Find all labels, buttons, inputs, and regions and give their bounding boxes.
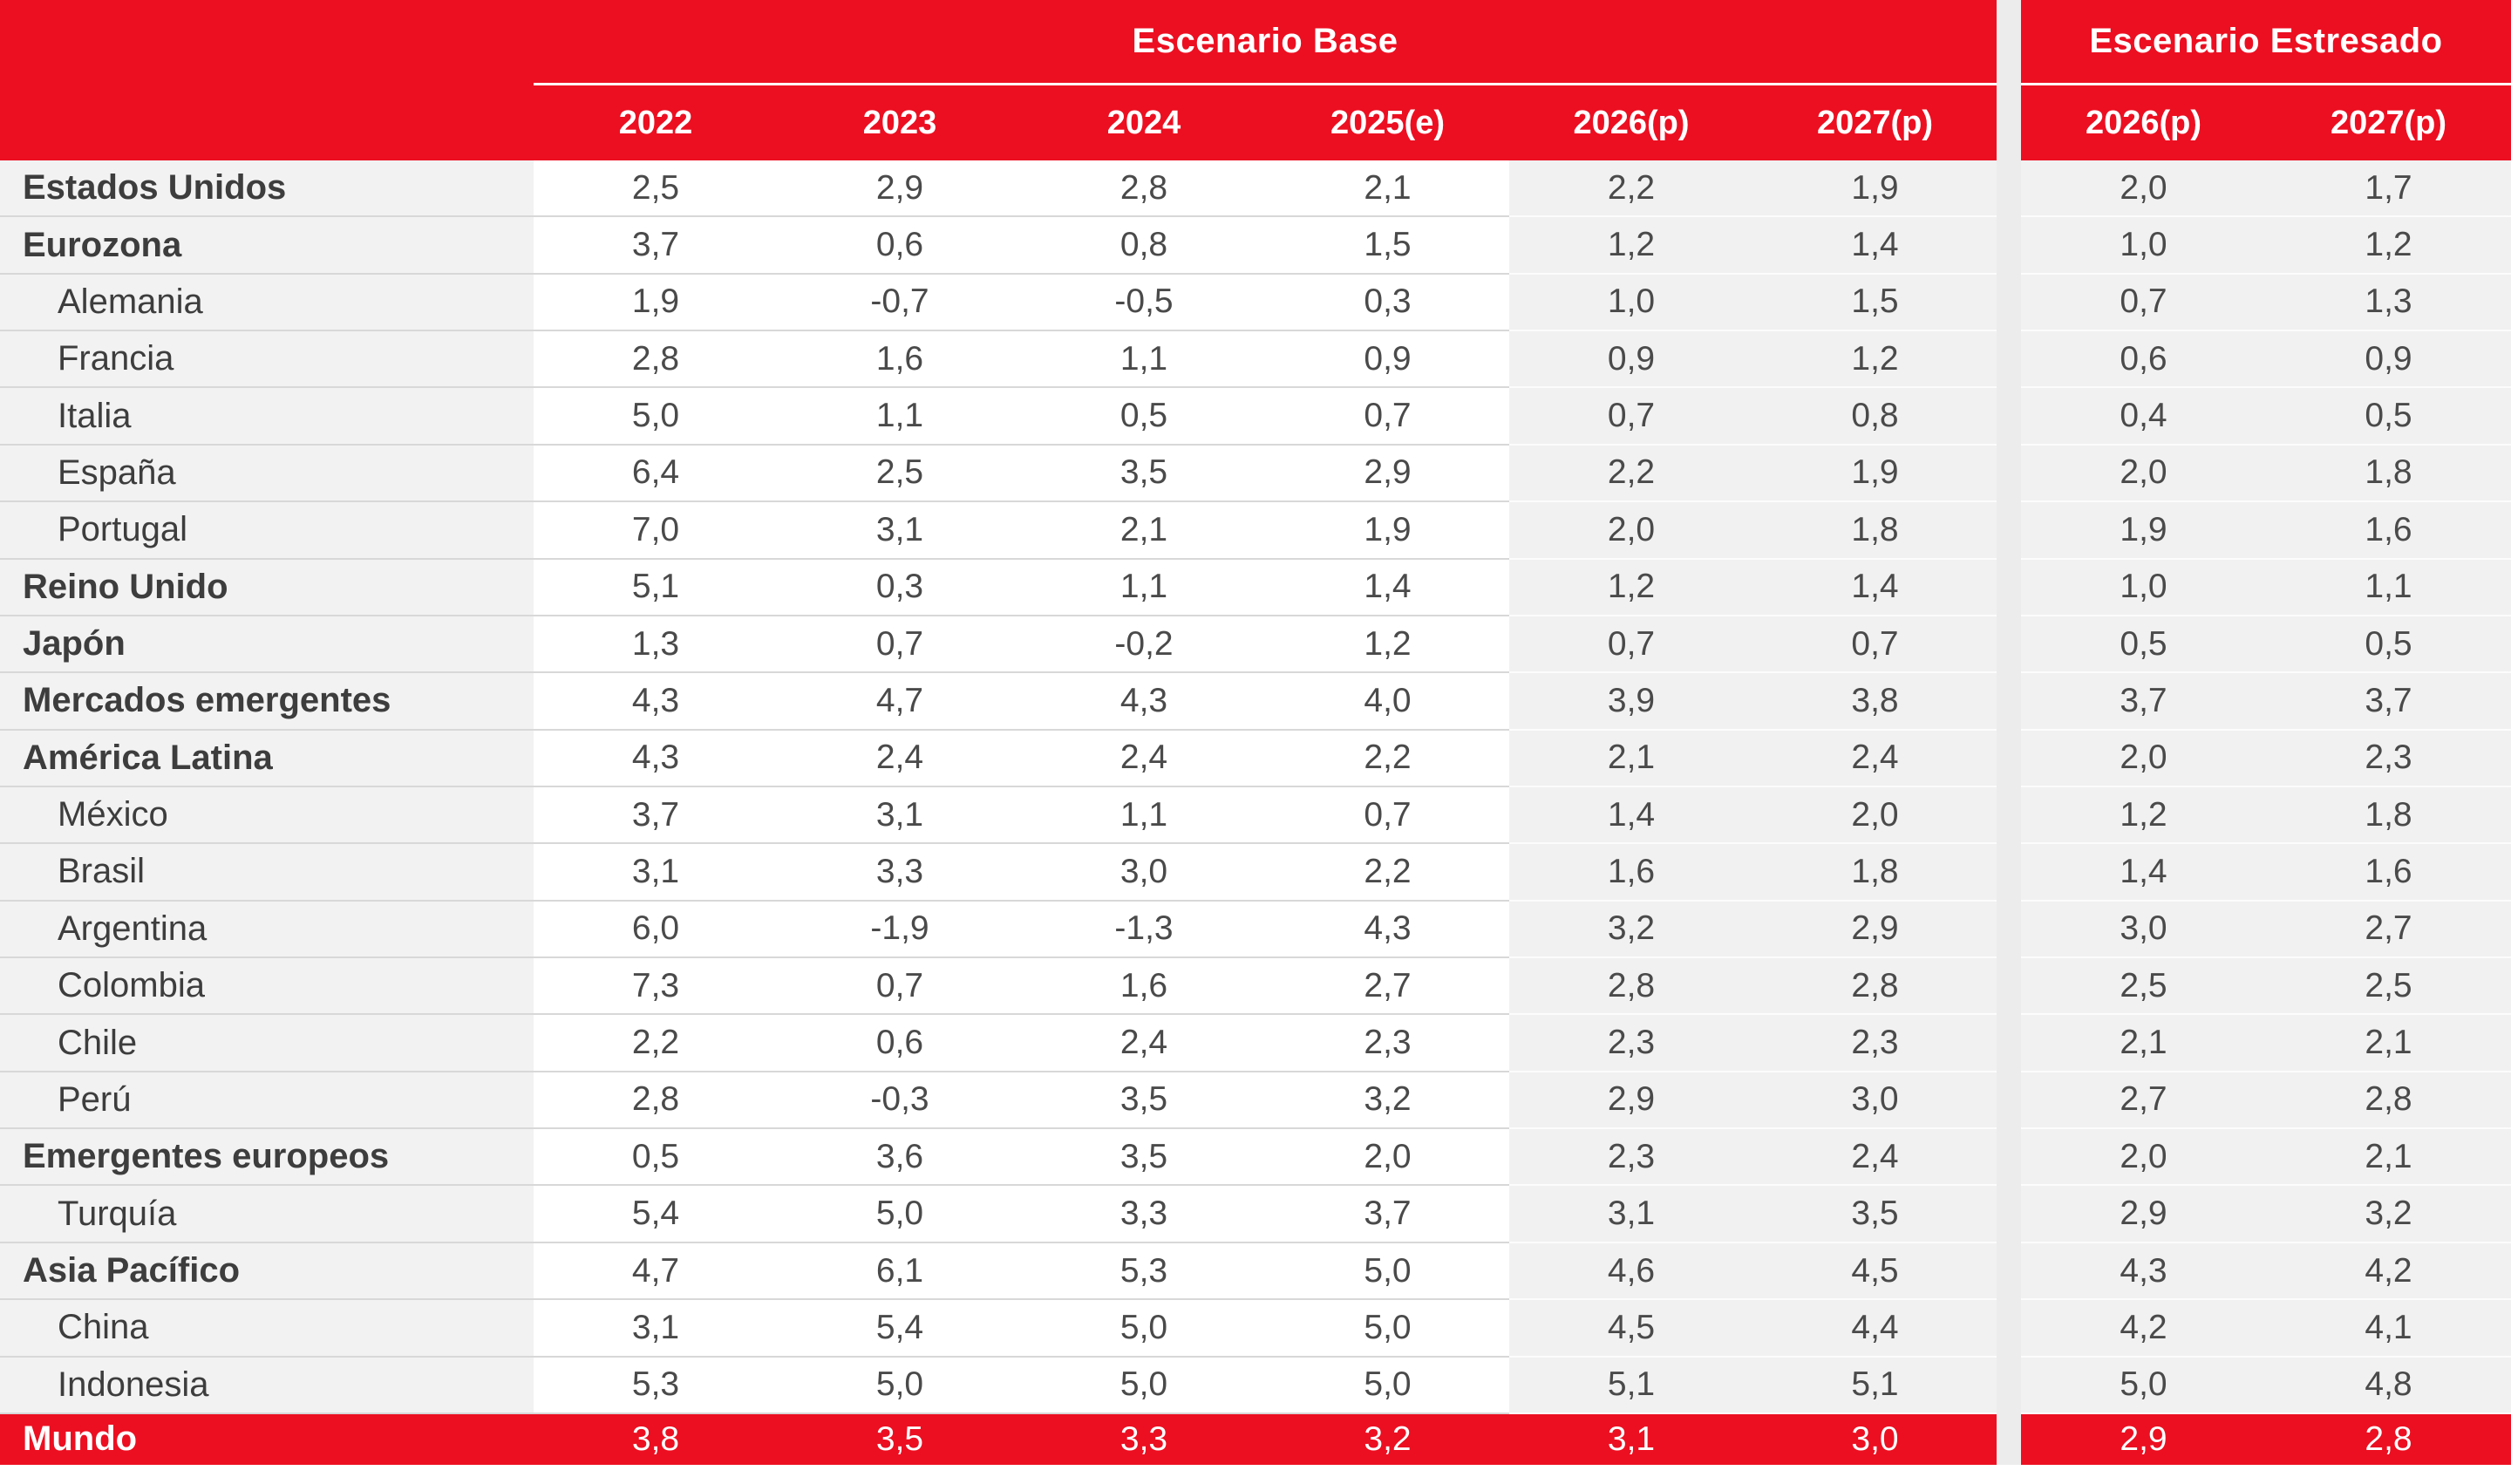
gap-cell	[1997, 1015, 2021, 1072]
base-value-cell: 2,4	[778, 731, 1022, 787]
base-value-cell: 0,7	[1266, 787, 1509, 844]
base-value-cell: 3,1	[534, 844, 778, 901]
base-value-cell: 1,6	[1509, 844, 1753, 901]
year-column-header: 2026(p)	[2085, 104, 2202, 141]
base-value-cell: 1,8	[1753, 844, 1997, 901]
base-value-cell: 4,3	[1266, 902, 1509, 958]
gap-cell	[1997, 446, 2021, 502]
base-value-cell: 0,7	[1266, 388, 1509, 445]
row-label: Argentina	[0, 902, 534, 958]
base-value-cell: 0,7	[1753, 616, 1997, 673]
base-value-cell: 4,3	[1022, 673, 1266, 730]
base-value-cell: 5,0	[1266, 1243, 1509, 1300]
base-value-cell: 0,8	[1022, 217, 1266, 274]
stress-value-cell: 0,9	[2266, 331, 2511, 388]
base-value-cell: 4,4	[1753, 1300, 1997, 1357]
base-value-cell: 2,4	[1022, 731, 1266, 787]
base-value-cell: 2,3	[1266, 1015, 1509, 1072]
gap-cell	[1997, 844, 2021, 901]
table-row	[0, 902, 2511, 958]
gap-cell	[1997, 560, 2021, 616]
row-label: Francia	[0, 331, 534, 388]
stress-value-cell: 2,0	[2021, 160, 2266, 217]
table-row	[0, 787, 2511, 844]
table-row	[0, 1129, 2511, 1186]
stress-value-cell: 1,2	[2021, 787, 2266, 844]
table-row	[0, 1243, 2511, 1300]
base-value-cell: 5,0	[1266, 1300, 1509, 1357]
gap-cell	[1997, 502, 2021, 559]
stress-value-cell: 3,7	[2021, 673, 2266, 730]
row-label: Brasil	[0, 844, 534, 901]
table-row	[0, 616, 2511, 673]
stress-value-cell: 2,7	[2266, 902, 2511, 958]
stress-value-cell: 1,1	[2266, 560, 2511, 616]
base-value-cell: 3,1	[534, 1300, 778, 1357]
base-value-cell: 5,0	[778, 1358, 1022, 1414]
stress-value-cell: 2,3	[2266, 731, 2511, 787]
year-column-header: 2026(p)	[1573, 104, 1690, 141]
stressed-scenario-header	[2021, 0, 2511, 160]
table-row	[0, 560, 2511, 616]
base-scenario-header	[0, 0, 1997, 160]
stress-value-cell: 4,2	[2266, 1243, 2511, 1300]
gap-cell	[1997, 1300, 2021, 1357]
base-value-cell: -1,9	[778, 902, 1022, 958]
base-value-cell: -1,3	[1022, 902, 1266, 958]
gap-cell	[1997, 331, 2021, 388]
base-value-cell: 5,1	[1753, 1358, 1997, 1414]
gap-cell	[1997, 1072, 2021, 1129]
base-value-cell: 1,0	[1509, 275, 1753, 331]
gap-cell	[1997, 1414, 2021, 1465]
base-value-cell: 5,1	[534, 560, 778, 616]
base-value-cell: 2,9	[1753, 902, 1997, 958]
stress-value-cell: 2,8	[2266, 1414, 2511, 1465]
table-row	[0, 275, 2511, 331]
base-value-cell: 1,1	[1022, 787, 1266, 844]
stress-value-cell: 3,0	[2021, 902, 2266, 958]
row-label: Chile	[0, 1015, 534, 1072]
base-value-cell: 3,1	[1509, 1414, 1753, 1465]
base-value-cell: 5,0	[1022, 1300, 1266, 1357]
base-value-cell: 3,8	[1753, 673, 1997, 730]
row-label: Asia Pacífico	[0, 1243, 534, 1300]
base-value-cell: 2,2	[1509, 446, 1753, 502]
stressed-year-row	[2021, 85, 2511, 160]
total-row	[0, 1414, 2511, 1465]
stress-value-cell: 4,2	[2021, 1300, 2266, 1357]
row-label: Indonesia	[0, 1358, 534, 1414]
base-value-cell: 3,7	[534, 217, 778, 274]
base-value-cell: 5,0	[1266, 1358, 1509, 1414]
base-value-cell: 2,9	[778, 160, 1022, 217]
stress-value-cell: 1,9	[2021, 502, 2266, 559]
row-label: China	[0, 1300, 534, 1357]
base-value-cell: 4,7	[534, 1243, 778, 1300]
base-value-cell: 0,6	[778, 1015, 1022, 1072]
stress-value-cell: 0,7	[2021, 275, 2266, 331]
year-column-header: 2025(e)	[1330, 104, 1445, 141]
row-label: América Latina	[0, 731, 534, 787]
gap-cell	[1997, 616, 2021, 673]
base-value-cell: 3,3	[778, 844, 1022, 901]
stress-value-cell: 4,8	[2266, 1358, 2511, 1414]
base-value-cell: 2,2	[534, 1015, 778, 1072]
base-value-cell: 2,0	[1753, 787, 1997, 844]
base-value-cell: 2,5	[778, 446, 1022, 502]
stress-value-cell: 2,5	[2021, 958, 2266, 1015]
base-value-cell: 2,2	[1509, 160, 1753, 217]
stress-value-cell: 3,7	[2266, 673, 2511, 730]
base-value-cell: 1,6	[1022, 958, 1266, 1015]
base-value-cell: 0,7	[1509, 616, 1753, 673]
stress-value-cell: 3,2	[2266, 1186, 2511, 1242]
stress-value-cell: 1,7	[2266, 160, 2511, 217]
base-value-cell: 3,2	[1509, 902, 1753, 958]
base-value-cell: 2,8	[534, 331, 778, 388]
base-value-cell: 4,6	[1509, 1243, 1753, 1300]
year-column-header: 2024	[1106, 104, 1181, 141]
table-row	[0, 160, 2511, 217]
base-value-cell: 1,4	[1753, 560, 1997, 616]
base-year-row	[534, 85, 1997, 160]
stress-value-cell: 0,5	[2266, 616, 2511, 673]
row-label: Colombia	[0, 958, 534, 1015]
base-value-cell: 1,3	[534, 616, 778, 673]
row-label: Mercados emergentes	[0, 673, 534, 730]
stress-value-cell: 2,1	[2266, 1129, 2511, 1186]
base-value-cell: 1,2	[1753, 331, 1997, 388]
base-value-cell: 2,4	[1753, 1129, 1997, 1186]
base-value-cell: 2,8	[1753, 958, 1997, 1015]
stress-value-cell: 1,6	[2266, 502, 2511, 559]
row-label: Turquía	[0, 1186, 534, 1242]
base-value-cell: 2,5	[534, 160, 778, 217]
base-value-cell: 1,9	[1753, 446, 1997, 502]
base-value-cell: 1,9	[1753, 160, 1997, 217]
stress-value-cell: 1,4	[2021, 844, 2266, 901]
base-value-cell: 0,7	[778, 958, 1022, 1015]
base-value-cell: 2,1	[1022, 502, 1266, 559]
gap-cell	[1997, 902, 2021, 958]
table-row	[0, 388, 2511, 445]
row-label: Perú	[0, 1072, 534, 1129]
base-value-cell: 2,9	[1266, 446, 1509, 502]
stress-value-cell: 4,3	[2021, 1243, 2266, 1300]
table-row	[0, 1300, 2511, 1357]
row-label: Eurozona	[0, 217, 534, 274]
base-value-cell: 1,4	[1509, 787, 1753, 844]
base-value-cell: 3,0	[1753, 1072, 1997, 1129]
stress-value-cell: 2,0	[2021, 731, 2266, 787]
base-value-cell: 2,2	[1266, 731, 1509, 787]
base-value-cell: 1,9	[534, 275, 778, 331]
stress-value-cell: 0,5	[2021, 616, 2266, 673]
base-value-cell: 5,3	[534, 1358, 778, 1414]
base-value-cell: 2,7	[1266, 958, 1509, 1015]
base-value-cell: 3,5	[1022, 1129, 1266, 1186]
base-value-cell: -0,7	[778, 275, 1022, 331]
base-value-cell: 3,2	[1266, 1414, 1509, 1465]
base-value-cell: 3,8	[534, 1414, 778, 1465]
base-value-cell: 0,6	[778, 217, 1022, 274]
base-value-cell: 3,5	[1753, 1186, 1997, 1242]
table-body	[0, 160, 2511, 1465]
stress-value-cell: 0,4	[2021, 388, 2266, 445]
base-value-cell: 5,3	[1022, 1243, 1266, 1300]
base-value-cell: 0,8	[1753, 388, 1997, 445]
base-scenario-title: Escenario Base	[1132, 22, 1398, 60]
table-row	[0, 731, 2511, 787]
gap-cell	[1997, 1129, 2021, 1186]
base-value-cell: 2,8	[1022, 160, 1266, 217]
year-column-header: 2027(p)	[2330, 104, 2447, 141]
base-value-cell: 2,8	[1509, 958, 1753, 1015]
table-row	[0, 844, 2511, 901]
base-value-cell: 3,1	[778, 502, 1022, 559]
stress-value-cell: 0,6	[2021, 331, 2266, 388]
row-label: Alemania	[0, 275, 534, 331]
base-value-cell: 0,3	[1266, 275, 1509, 331]
base-value-cell: 6,1	[778, 1243, 1022, 1300]
stress-value-cell: 1,8	[2266, 787, 2511, 844]
base-value-cell: 3,6	[778, 1129, 1022, 1186]
stress-value-cell: 0,5	[2266, 388, 2511, 445]
stress-value-cell: 2,7	[2021, 1072, 2266, 1129]
base-value-cell: 3,0	[1022, 844, 1266, 901]
year-column-header: 2027(p)	[1816, 104, 1934, 141]
base-value-cell: 1,5	[1266, 217, 1509, 274]
gap-cell	[1997, 673, 2021, 730]
base-value-cell: 1,2	[1509, 217, 1753, 274]
base-value-cell: 2,4	[1022, 1015, 1266, 1072]
base-value-cell: 0,5	[534, 1129, 778, 1186]
base-value-cell: 0,7	[1509, 388, 1753, 445]
table-row	[0, 673, 2511, 730]
gap-cell	[1997, 958, 2021, 1015]
base-value-cell: 5,0	[534, 388, 778, 445]
gap-cell	[1997, 787, 2021, 844]
base-value-cell: 0,7	[778, 616, 1022, 673]
base-value-cell: 1,4	[1753, 217, 1997, 274]
base-value-cell: 3,2	[1266, 1072, 1509, 1129]
base-value-cell: 2,3	[1509, 1015, 1753, 1072]
base-value-cell: 2,4	[1753, 731, 1997, 787]
base-value-cell: 4,7	[778, 673, 1022, 730]
gap-cell	[1997, 217, 2021, 274]
stress-value-cell: 5,0	[2021, 1358, 2266, 1414]
base-value-cell: 5,0	[1022, 1358, 1266, 1414]
base-value-cell: 3,3	[1022, 1414, 1266, 1465]
stress-value-cell: 1,6	[2266, 844, 2511, 901]
base-value-cell: 2,1	[1509, 731, 1753, 787]
table-row	[0, 1358, 2511, 1414]
base-value-cell: 1,9	[1266, 502, 1509, 559]
base-value-cell: 2,3	[1509, 1129, 1753, 1186]
base-value-cell: 1,2	[1266, 616, 1509, 673]
base-value-cell: 1,1	[778, 388, 1022, 445]
stress-value-cell: 2,8	[2266, 1072, 2511, 1129]
base-value-cell: -0,3	[778, 1072, 1022, 1129]
base-value-cell: 1,1	[1022, 560, 1266, 616]
base-value-cell: 1,5	[1753, 275, 1997, 331]
row-label: Emergentes europeos	[0, 1129, 534, 1186]
base-value-cell: 2,2	[1266, 844, 1509, 901]
year-column-header: 2023	[862, 104, 937, 141]
row-label: España	[0, 446, 534, 502]
base-value-cell: -0,5	[1022, 275, 1266, 331]
base-value-cell: 2,9	[1509, 1072, 1753, 1129]
stressed-scenario-title: Escenario Estresado	[2089, 22, 2443, 60]
base-value-cell: 0,9	[1509, 331, 1753, 388]
base-value-cell: 5,1	[1509, 1358, 1753, 1414]
table-row	[0, 1015, 2511, 1072]
table-row	[0, 446, 2511, 502]
base-value-cell: 3,9	[1509, 673, 1753, 730]
table-row	[0, 331, 2511, 388]
gap-cell	[1997, 275, 2021, 331]
stress-value-cell: 2,0	[2021, 446, 2266, 502]
stress-value-cell: 1,0	[2021, 560, 2266, 616]
base-value-cell: 1,1	[1022, 331, 1266, 388]
row-label: Reino Unido	[0, 560, 534, 616]
base-value-cell: 1,6	[778, 331, 1022, 388]
base-value-cell: 4,3	[534, 673, 778, 730]
base-value-cell: 3,5	[1022, 446, 1266, 502]
gap-cell	[1997, 1358, 2021, 1414]
stress-value-cell: 1,8	[2266, 446, 2511, 502]
gap-cell	[1997, 1186, 2021, 1242]
stress-value-cell: 2,9	[2021, 1186, 2266, 1242]
base-value-cell: 4,5	[1509, 1300, 1753, 1357]
row-label: Italia	[0, 388, 534, 445]
stress-value-cell: 2,1	[2021, 1015, 2266, 1072]
base-value-cell: 2,8	[534, 1072, 778, 1129]
base-value-cell: 4,3	[534, 731, 778, 787]
base-value-cell: 0,5	[1022, 388, 1266, 445]
base-value-cell: 4,0	[1266, 673, 1509, 730]
table-row	[0, 958, 2511, 1015]
stress-value-cell: 1,3	[2266, 275, 2511, 331]
stress-value-cell: 2,0	[2021, 1129, 2266, 1186]
gap-cell	[1997, 731, 2021, 787]
base-value-cell: 3,7	[534, 787, 778, 844]
base-value-cell: 1,2	[1509, 560, 1753, 616]
row-label: Portugal	[0, 502, 534, 559]
stress-value-cell: 1,2	[2266, 217, 2511, 274]
stress-value-cell: 2,9	[2021, 1414, 2266, 1465]
row-label: Estados Unidos	[0, 160, 534, 217]
base-value-cell: 3,1	[1509, 1186, 1753, 1242]
base-value-cell: 0,9	[1266, 331, 1509, 388]
gap-cell	[1997, 160, 2021, 217]
table-row	[0, 217, 2511, 274]
base-value-cell: 7,3	[534, 958, 778, 1015]
base-value-cell: 6,0	[534, 902, 778, 958]
base-value-cell: 7,0	[534, 502, 778, 559]
stress-value-cell: 1,0	[2021, 217, 2266, 274]
year-column-header: 2022	[618, 104, 693, 141]
base-value-cell: 3,5	[778, 1414, 1022, 1465]
base-value-cell: 5,4	[534, 1186, 778, 1242]
table-row	[0, 502, 2511, 559]
base-value-cell: 3,1	[778, 787, 1022, 844]
base-value-cell: 3,3	[1022, 1186, 1266, 1242]
base-value-cell: 5,0	[778, 1186, 1022, 1242]
base-value-cell: 5,4	[778, 1300, 1022, 1357]
base-value-cell: 0,3	[778, 560, 1022, 616]
base-value-cell: 2,3	[1753, 1015, 1997, 1072]
stress-value-cell: 2,1	[2266, 1015, 2511, 1072]
stress-value-cell: 4,1	[2266, 1300, 2511, 1357]
row-label: Japón	[0, 616, 534, 673]
row-label: Mundo	[0, 1414, 534, 1465]
base-value-cell: 3,7	[1266, 1186, 1509, 1242]
row-label: México	[0, 787, 534, 844]
base-value-cell: 1,8	[1753, 502, 1997, 559]
base-value-cell: 4,5	[1753, 1243, 1997, 1300]
table-row	[0, 1072, 2511, 1129]
base-value-cell: 1,4	[1266, 560, 1509, 616]
base-value-cell: 6,4	[534, 446, 778, 502]
table-row	[0, 1186, 2511, 1242]
gap-cell	[1997, 388, 2021, 445]
base-value-cell: 3,5	[1022, 1072, 1266, 1129]
gap-cell	[1997, 1243, 2021, 1300]
stress-value-cell: 2,5	[2266, 958, 2511, 1015]
base-value-cell: 2,0	[1266, 1129, 1509, 1186]
base-value-cell: -0,2	[1022, 616, 1266, 673]
base-value-cell: 2,0	[1509, 502, 1753, 559]
base-value-cell: 2,1	[1266, 160, 1509, 217]
base-value-cell: 3,0	[1753, 1414, 1997, 1465]
